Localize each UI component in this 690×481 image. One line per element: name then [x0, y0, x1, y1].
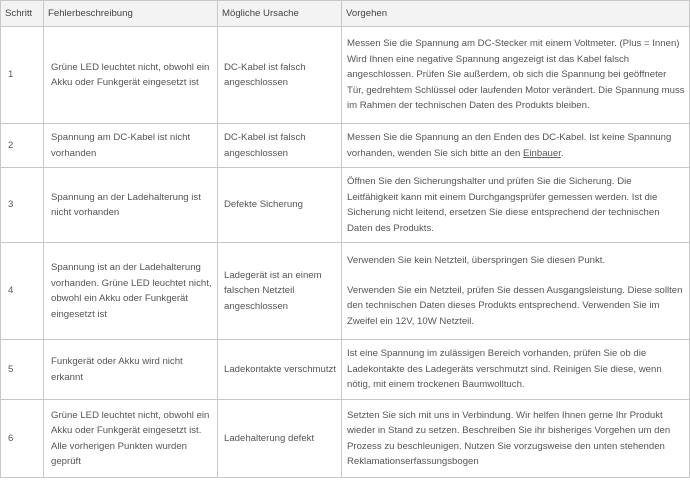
installer-link[interactable]: Einbauer	[523, 147, 561, 159]
description-cell: Spannung am DC-Kabel ist nicht vorhanden	[44, 124, 218, 168]
action-text: Messen Sie die Spannung an den Enden des DC-Kabel. Ist keine Spannung vorhanden, wenden Sie sich bitte an den	[347, 132, 672, 159]
action-text: Messen Sie die Spannung am DC-Stecker mit einem Voltmeter. (Plus = Innen) Wird Ihnen eine negative Spannung angezeigt ist das Kabel falsch angeschlossen. Prüfen Sie außerdem, ob sich die Spannung bei geöffneter Tür, gedrehtem Schlüssel oder laufenden Motor verändert. Die Spannung muss im Rahmen der technischen Daten des Produkts bleiben.	[347, 38, 685, 112]
header-cause: Mögliche Ursache	[218, 1, 342, 27]
step-cell: 2	[1, 124, 44, 168]
description-cell: Grüne LED leuchtet nicht, obwohl ein Akku oder Funkgerät eingesetzt ist. Alle vorherigen Punkten wurden geprüft	[44, 400, 218, 478]
action-text-end: .	[560, 147, 564, 159]
table-row	[1, 243, 690, 340]
header-description: Fehlerbeschreibung	[44, 1, 218, 27]
table-row	[1, 340, 690, 400]
description-cell: Funkgerät oder Akku wird nicht erkannt	[44, 340, 218, 400]
step-cell: 1	[1, 27, 44, 124]
step-cell: 5	[1, 340, 44, 400]
cause-cell: Ladekontakte verschmutzt	[218, 340, 342, 400]
action-text: Ist eine Spannung im zulässigen Bereich vorhanden, prüfen Sie ob die Ladekontakte des Ladegeräts verschmutzt sind. Reinigen Sie diese, wenn nötig, mit einem trockenen Baumwolltuch.	[347, 348, 662, 391]
cause-cell: DC-Kabel ist falsch angeschlossen	[218, 27, 342, 124]
action-cell	[342, 124, 690, 168]
action-cell	[342, 27, 690, 124]
action-text: Setzten Sie sich mit uns in Verbindung. Wir helfen Ihnen gerne Ihr Produkt wieder in Stand zu setzen. Beschreiben Sie ihr bisheriges Vorgehen um den Prozess zu beschleunigen. Nutzen Sie vorzugsweise den unten stehenden Reklamationserfassungsbogen	[347, 409, 671, 467]
header-step: Schritt	[1, 1, 44, 27]
action-cell	[342, 400, 690, 478]
step-cell: 3	[1, 168, 44, 243]
action-text: Öffnen Sie den Sicherungshalter und prüfen Sie die Sicherung. Die Leitfähigkeit kann mit einem Durchgangsprüfer gemessen werden. Ist die Sicherung nicht leitend, ersetzen Sie diese entsprechend der technischen Daten des Produkts.	[347, 176, 660, 234]
action-text: Verwenden Sie kein Netzteil, überspringen Sie diesen Punkt.	[347, 255, 606, 266]
description-cell: Spannung ist an der Ladehalterung vorhanden. Grüne LED leuchtet nicht, obwohl ein Akku oder Funkgerät eingesetzt ist	[44, 243, 218, 340]
action-cell	[342, 168, 690, 243]
table-row	[1, 124, 690, 168]
cause-cell: Ladegerät ist an einem falschen Netzteil angeschlossen	[218, 243, 342, 340]
description-cell: Spannung an der Ladehalterung ist nicht vorhanden	[44, 168, 218, 243]
action-cell	[342, 243, 690, 340]
action-cell	[342, 340, 690, 400]
header-action: Vorgehen	[342, 1, 690, 27]
step-cell: 6	[1, 400, 44, 478]
step-cell: 4	[1, 243, 44, 340]
table-row	[1, 27, 690, 124]
cause-cell: Defekte Sicherung	[218, 168, 342, 243]
action-text: Verwenden Sie ein Netzteil, prüfen Sie dessen Ausgangsleistung. Diese sollten den technischen Daten dieses Produkts entsprechend. Verwenden Sie im Zweifel ein 12V, 10W Netzteil.	[347, 284, 683, 327]
cause-cell: DC-Kabel ist falsch angeschlossen	[218, 124, 342, 168]
description-cell: Grüne LED leuchtet nicht, obwohl ein Akku oder Funkgerät eingesetzt ist	[44, 27, 218, 124]
header-row	[1, 1, 690, 27]
cause-cell: Ladehalterung defekt	[218, 400, 342, 478]
table-row	[1, 168, 690, 243]
table-row	[1, 400, 690, 478]
